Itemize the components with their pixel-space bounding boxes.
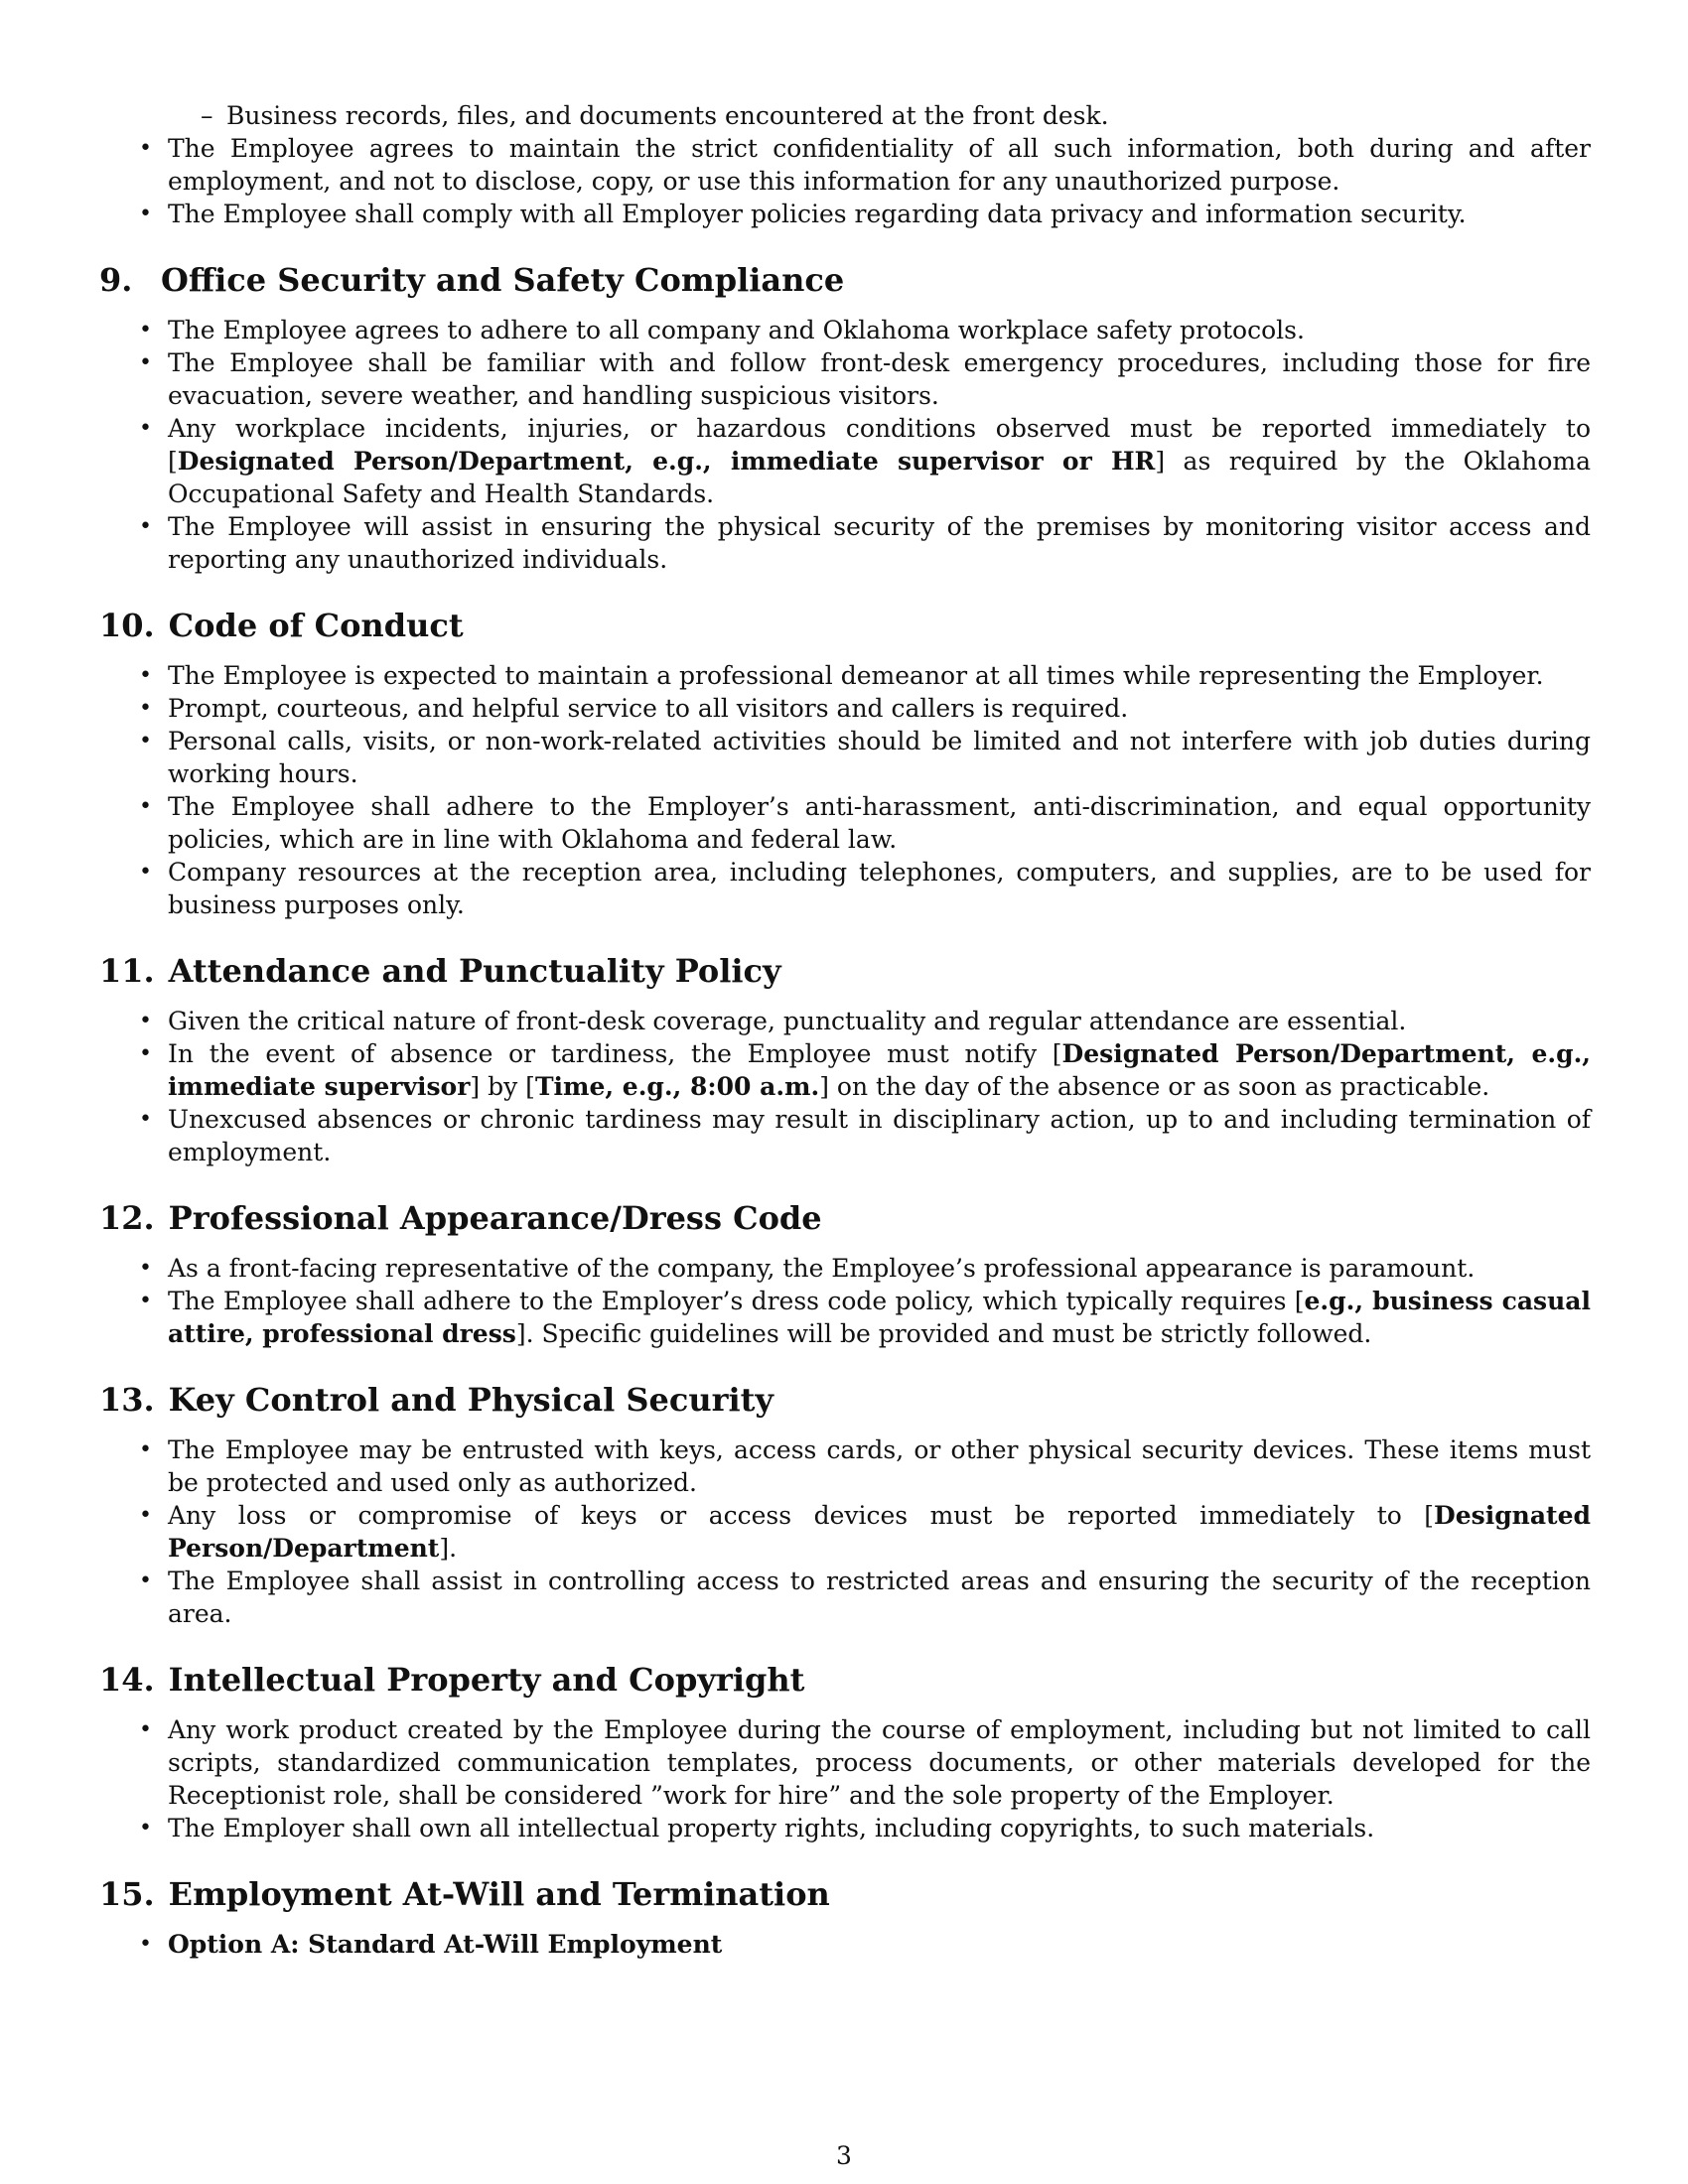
section-number: 14. bbox=[99, 1661, 155, 1699]
list-item bbox=[99, 856, 1591, 921]
list-item-text: The Employee is expected to maintain a professional demeanor at all times while representing the Employer. bbox=[168, 661, 1544, 690]
list-item-text: The Employer shall own all intellectual property rights, including copyrights, to such materials. bbox=[168, 1814, 1375, 1843]
placeholder-text: Designated Person/Department, e.g., immediate supervisor bbox=[168, 1039, 1591, 1101]
sub-list-item-text: Business records, files, and documents encountered at the front desk. bbox=[226, 101, 1109, 130]
bullet-icon: • bbox=[139, 1107, 152, 1132]
section-title: Intellectual Property and Copyright bbox=[168, 1661, 805, 1699]
section-10 bbox=[99, 606, 1591, 921]
section-list bbox=[99, 314, 1591, 576]
section-heading bbox=[99, 1380, 1591, 1420]
section-list bbox=[99, 659, 1591, 921]
list-item bbox=[99, 132, 1591, 198]
continuation-list bbox=[99, 132, 1591, 230]
document-content bbox=[99, 99, 1591, 1961]
bullet-icon: • bbox=[139, 1437, 152, 1462]
section-number: 13. bbox=[99, 1381, 155, 1419]
section-title: Code of Conduct bbox=[168, 607, 464, 644]
list-item-text: Any workplace incidents, injuries, or hazardous conditions observed must be reported immediately to [ bbox=[168, 414, 1591, 476]
list-item bbox=[99, 1928, 1591, 1961]
list-item bbox=[99, 1103, 1591, 1168]
list-item bbox=[99, 510, 1591, 576]
list-item-text: Any loss or compromise of keys or access devices must be reported immediately to [ bbox=[168, 1501, 1435, 1530]
section-14 bbox=[99, 1660, 1591, 1844]
list-item-text: In the event of absence or tardiness, the Employee must notify [ bbox=[168, 1039, 1062, 1068]
list-item-text: ] by [ bbox=[470, 1072, 535, 1101]
bullet-icon: • bbox=[139, 1256, 152, 1281]
bullet-icon: • bbox=[139, 696, 152, 721]
list-item-text: Unexcused absences or chronic tardiness may result in disciplinary action, up to and including termination of employment. bbox=[168, 1105, 1591, 1166]
bullet-icon: • bbox=[139, 1717, 152, 1742]
list-item bbox=[99, 1037, 1591, 1103]
section-number: 12. bbox=[99, 1199, 155, 1237]
list-item bbox=[99, 1285, 1591, 1350]
section-number: 11. bbox=[99, 952, 155, 990]
bullet-icon: • bbox=[139, 794, 152, 819]
list-item bbox=[99, 1433, 1591, 1499]
bullet-icon: • bbox=[139, 350, 152, 375]
placeholder-text: e.g., business casual attire, professional dress bbox=[168, 1287, 1592, 1348]
list-item-text: As a front-facing representative of the company, the Employee’s professional appearance is paramount. bbox=[168, 1254, 1476, 1283]
bullet-icon: • bbox=[139, 1041, 152, 1066]
list-item-text: The Employee shall be familiar with and follow front-desk emergency procedures, including those for fire evacuation, severe weather, and handling suspicious visitors. bbox=[168, 348, 1591, 410]
placeholder-text: Time, e.g., 8:00 a.m. bbox=[534, 1072, 820, 1101]
section-title: Professional Appearance/Dress Code bbox=[168, 1199, 822, 1237]
list-item-text: ]. bbox=[439, 1534, 458, 1563]
section-heading bbox=[99, 951, 1591, 991]
section-15 bbox=[99, 1874, 1591, 1961]
list-item-text: ] on the day of the absence or as soon as practicable. bbox=[819, 1072, 1490, 1101]
list-item-text: ] as required by the Oklahoma Occupational Safety and Health Standards. bbox=[168, 447, 1591, 508]
section-heading bbox=[99, 1198, 1591, 1238]
section-title: Office Security and Safety Compliance bbox=[161, 261, 845, 299]
section-title: Key Control and Physical Security bbox=[168, 1381, 774, 1419]
section-list bbox=[99, 1005, 1591, 1168]
bullet-icon: • bbox=[139, 416, 152, 441]
list-item-text: The Employee shall assist in controlling access to restricted areas and ensuring the security of the reception area. bbox=[168, 1567, 1591, 1628]
section-title: Attendance and Punctuality Policy bbox=[168, 952, 781, 990]
list-item bbox=[99, 1812, 1591, 1844]
dash-marker: – bbox=[201, 101, 213, 130]
sub-list-item bbox=[201, 99, 1591, 132]
section-9 bbox=[99, 260, 1591, 576]
list-item bbox=[99, 346, 1591, 412]
bullet-icon: • bbox=[139, 1932, 152, 1957]
section-list bbox=[99, 1713, 1591, 1844]
bullet-icon: • bbox=[139, 729, 152, 753]
list-item-text: Company resources at the reception area, including telephones, computers, and supplies, are to be used for business purposes only. bbox=[168, 858, 1591, 919]
list-item bbox=[99, 659, 1591, 692]
list-item bbox=[99, 725, 1591, 790]
list-item-text: The Employee agrees to maintain the strict confidentiality of all such information, both during and after employment, and not to disclose, copy, or use this information for any unauthorized purpose. bbox=[168, 134, 1591, 196]
list-item bbox=[99, 412, 1591, 510]
list-item-text: The Employee shall adhere to the Employer’s dress code policy, which typically requires [ bbox=[168, 1287, 1305, 1315]
list-item-text: Given the critical nature of front-desk coverage, punctuality and regular attendance are essential. bbox=[168, 1007, 1407, 1035]
section-list bbox=[99, 1433, 1591, 1630]
section-heading bbox=[99, 606, 1591, 645]
list-item bbox=[99, 692, 1591, 725]
list-item bbox=[99, 198, 1591, 230]
bullet-icon: • bbox=[139, 202, 152, 226]
bullet-icon: • bbox=[139, 1816, 152, 1841]
section-12 bbox=[99, 1198, 1591, 1350]
list-item bbox=[99, 1499, 1591, 1565]
list-item-text: The Employee may be entrusted with keys, access cards, or other physical security devices. These items must be protected and used only as authorized. bbox=[168, 1435, 1591, 1497]
bullet-icon: • bbox=[139, 1503, 152, 1528]
list-item-text: Any work product created by the Employee during the course of employment, including but not limited to call scripts, standardized communication templates, process documents, or other materials developed for the Receptionist role, shall be considered ”work for hire” and the sole property of the Employer. bbox=[168, 1715, 1591, 1810]
section-heading bbox=[99, 1874, 1591, 1914]
list-item-text: Prompt, courteous, and helpful service to all visitors and callers is required. bbox=[168, 694, 1129, 723]
list-item bbox=[99, 1005, 1591, 1037]
bullet-icon: • bbox=[139, 663, 152, 688]
list-item-text: The Employee will assist in ensuring the physical security of the premises by monitoring visitor access and reporting any unauthorized individuals. bbox=[168, 512, 1591, 574]
section-13 bbox=[99, 1380, 1591, 1630]
bullet-icon: • bbox=[139, 514, 152, 539]
placeholder-text: Designated Person/Department, e.g., immediate supervisor or HR bbox=[177, 447, 1156, 476]
section-list bbox=[99, 1252, 1591, 1350]
bullet-icon: • bbox=[139, 1289, 152, 1313]
list-item-text: Personal calls, visits, or non-work-related activities should be limited and not interfere with job duties during working hours. bbox=[168, 727, 1591, 788]
bullet-icon: • bbox=[139, 318, 152, 342]
list-item bbox=[99, 314, 1591, 346]
section-heading bbox=[99, 1660, 1591, 1700]
section-number: 15. bbox=[99, 1875, 155, 1913]
bullet-icon: • bbox=[139, 860, 152, 885]
list-item bbox=[99, 1713, 1591, 1812]
section-number: 9. bbox=[99, 261, 133, 299]
section-heading bbox=[99, 260, 1591, 300]
section-list bbox=[99, 1928, 1591, 1961]
list-item bbox=[99, 790, 1591, 856]
list-item-text: The Employee shall adhere to the Employer’s anti-harassment, anti-discrimination, and equal opportunity policies, which are in line with Oklahoma and federal law. bbox=[168, 792, 1591, 854]
option-label: Option A: Standard At-Will Employment bbox=[168, 1930, 723, 1959]
list-item bbox=[99, 1565, 1591, 1630]
bullet-icon: • bbox=[139, 136, 152, 161]
list-item-text: The Employee shall comply with all Employer policies regarding data privacy and information security. bbox=[168, 200, 1467, 228]
list-item bbox=[99, 1252, 1591, 1285]
section-number: 10. bbox=[99, 607, 155, 644]
list-item-text: The Employee agrees to adhere to all company and Oklahoma workplace safety protocols. bbox=[168, 316, 1305, 344]
section-title: Employment At-Will and Termination bbox=[168, 1875, 830, 1913]
placeholder-text: Designated Person/Department bbox=[168, 1501, 1591, 1563]
bullet-icon: • bbox=[139, 1569, 152, 1593]
section-11 bbox=[99, 951, 1591, 1168]
page-number: 3 bbox=[836, 2141, 852, 2170]
bullet-icon: • bbox=[139, 1009, 152, 1033]
list-item-text: ]. Specific guidelines will be provided and must be strictly followed. bbox=[515, 1319, 1372, 1348]
